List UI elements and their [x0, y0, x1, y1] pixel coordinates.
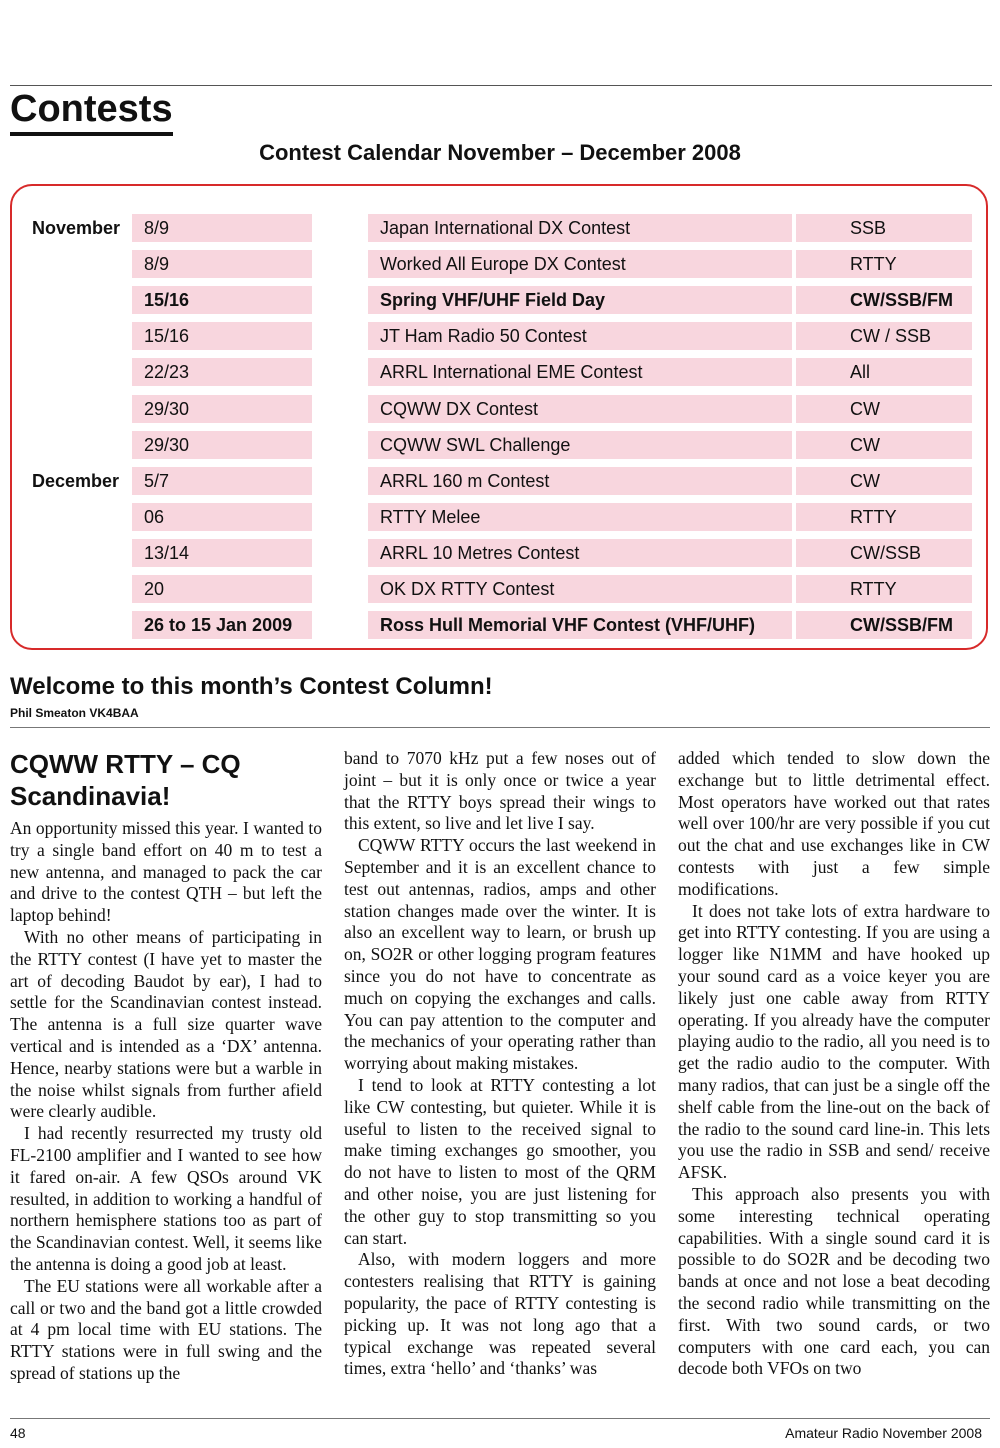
calendar-row — [12, 611, 986, 639]
calendar-date: 15/16 — [132, 322, 312, 350]
calendar-mode: CW — [796, 395, 972, 423]
calendar-date: 29/30 — [132, 395, 312, 423]
calendar-row — [12, 322, 986, 350]
calendar-row — [12, 467, 986, 495]
calendar-contest-name: Ross Hull Memorial VHF Contest (VHF/UHF) — [368, 611, 792, 639]
calendar-mode: All — [796, 358, 972, 386]
calendar-month: November — [32, 218, 121, 238]
paragraph: The EU stations were all workable after a call or two and the band got a little crowded at 4 pm local time with EU stations. The RTTY stations were in full swing and the spread of stations up the — [10, 1275, 322, 1383]
calendar-contest-name: CQWW DX Contest — [368, 395, 792, 423]
calendar-contest-name: OK DX RTTY Contest — [368, 575, 792, 603]
paragraph: added which tended to slow down the exchange but to little detrimental effect. Most operators have worked out that rates well over 100/hr are very possible if you cut out the chat and use exchanges like in CW contests with just a few simple modifications. — [678, 748, 990, 899]
calendar-mode: SSB — [796, 214, 972, 242]
paragraph: Also, with modern loggers and more contesters realising that RTTY is gaining popularity, the pace of RTTY contesting is picking up. It was not long ago that a typical exchange was repeated several times, extra ‘hello’ and ‘thanks’ was — [344, 1249, 656, 1379]
paragraph: I tend to look at RTTY contesting a lot like CW contesting, but quieter. While it is useful to listen to the received signal to make timing exchanges go smoother, you do not have to listen to most of the QRM and other noise, you are just listening for the other guy to stop transmitting so you can start. — [344, 1074, 656, 1248]
article-headline: Welcome to this month’s Contest Column! — [10, 673, 493, 700]
article-column-3 — [678, 748, 990, 1380]
article-byline: Phil Smeaton VK4BAA — [10, 706, 139, 720]
calendar-row — [12, 503, 986, 531]
section-title: Contests — [10, 88, 173, 136]
calendar-contest-name: JT Ham Radio 50 Contest — [368, 322, 792, 350]
calendar-row — [12, 214, 986, 242]
paragraph: CQWW RTTY occurs the last weekend in September and it is an excellent chance to test out antennas, radios, amps and other station changes made over the winter. It is also an excellent way to learn, or brush up on, SO2R or other logging program features since you do not have to concentrate as much on copying the exchanges and calls. You can pay attention to the computer and the mechanics of your operating rather than worrying about making mistakes. — [344, 835, 656, 1074]
calendar-mode: RTTY — [796, 503, 972, 531]
calendar-contest-name: Worked All Europe DX Contest — [368, 250, 792, 278]
calendar-mode: CW/SSB/FM — [796, 286, 972, 314]
calendar-row — [12, 286, 986, 314]
footer-rule — [10, 1418, 990, 1419]
article-column-1 — [10, 748, 322, 1385]
paragraph: It does not take lots of extra hardware to get into RTTY contesting. If you are using a logger like N1MM and have hooked up your sound card as a voice keyer you are likely just one cable away from RTTY operating. If you already have the computer playing audio to the radio, all you need is to get the radio audio to the computer. With many radios, that can just be a single off the shelf cable from the line-out on the back of the radio to the sound card line-in. This lets you use the radio in SSB and send/ receive AFSK. — [678, 900, 990, 1183]
calendar-contest-name: ARRL 160 m Contest — [368, 467, 792, 495]
article-column-2 — [344, 748, 656, 1380]
article-heading: CQWW RTTY – CQ Scandinavia! — [10, 749, 241, 811]
top-rule — [10, 85, 992, 86]
calendar-date: 06 — [132, 503, 312, 531]
calendar-date: 13/14 — [132, 539, 312, 567]
calendar-mode: CW — [796, 431, 972, 459]
calendar-row — [12, 250, 986, 278]
calendar-mode: CW / SSB — [796, 322, 972, 350]
calendar-mode: RTTY — [796, 575, 972, 603]
calendar-contest-name: ARRL 10 Metres Contest — [368, 539, 792, 567]
calendar-row — [12, 575, 986, 603]
calendar-date: 15/16 — [132, 286, 312, 314]
calendar-contest-name: RTTY Melee — [368, 503, 792, 531]
calendar-contest-name: Japan International DX Contest — [368, 214, 792, 242]
calendar-date: 5/7 — [132, 467, 312, 495]
calendar-date: 29/30 — [132, 431, 312, 459]
calendar-mode: CW/SSB — [796, 539, 972, 567]
calendar-contest-name: ARRL International EME Contest — [368, 358, 792, 386]
calendar-mode: CW — [796, 467, 972, 495]
paragraph: I had recently resurrected my trusty old FL-2100 amplifier and I wanted to see how it fared on-air. A few QSOs around VK resulted, in addition to working a handful of northern hemisphere stations too as part of the Scandinavian contest. Well, it seems like the antenna is doing a good job at least. — [10, 1123, 322, 1274]
paragraph: With no other means of participating in the RTTY contest (I have yet to master the art of decoding Baudot by ear), I had to settle for the Scandinavian contest instead. The antenna is a full size quarter wave vertical and is intended as a ‘DX’ antenna. Hence, nearby stations were but a warble in the noise whilst signals from further afield were clearly audible. — [10, 926, 322, 1122]
paragraph: This approach also presents you with some interesting technical operating capabilities. With a single sound card it is possible to do SO2R and be decoding two bands at once and not lose a beat decoding the second radio while transmitting on the first. With two sound cards, or two computers with one card each, you can decode both VFOs on two — [678, 1183, 990, 1379]
calendar-date: 22/23 — [132, 358, 312, 386]
calendar-title: Contest Calendar November – December 2008 — [259, 140, 741, 165]
paragraph: An opportunity missed this year. I wanted to try a single band effort on 40 m to test a new antenna, and managed to pack the car and drive to the contest QTH – but left the laptop behind! — [10, 818, 322, 926]
calendar-row — [12, 358, 986, 386]
divider — [10, 727, 990, 728]
calendar-row — [12, 395, 986, 423]
calendar-date: 8/9 — [132, 214, 312, 242]
publication-name: Amateur Radio November 2008 — [785, 1425, 982, 1441]
calendar-date: 20 — [132, 575, 312, 603]
calendar-row — [12, 539, 986, 567]
calendar-date: 8/9 — [132, 250, 312, 278]
contest-calendar — [10, 184, 988, 650]
calendar-date: 26 to 15 Jan 2009 — [132, 611, 312, 639]
calendar-row — [12, 431, 986, 459]
calendar-contest-name: CQWW SWL Challenge — [368, 431, 792, 459]
calendar-contest-name: Spring VHF/UHF Field Day — [368, 286, 792, 314]
paragraph: band to 7070 kHz put a few noses out of joint – but it is only once or twice a year that the RTTY boys spread their wings to this extent, so live and let live I say. — [344, 748, 656, 834]
calendar-month: December — [32, 470, 120, 491]
calendar-mode: CW/SSB/FM — [796, 611, 972, 639]
page-number: 48 — [10, 1425, 26, 1441]
calendar-mode: RTTY — [796, 250, 972, 278]
